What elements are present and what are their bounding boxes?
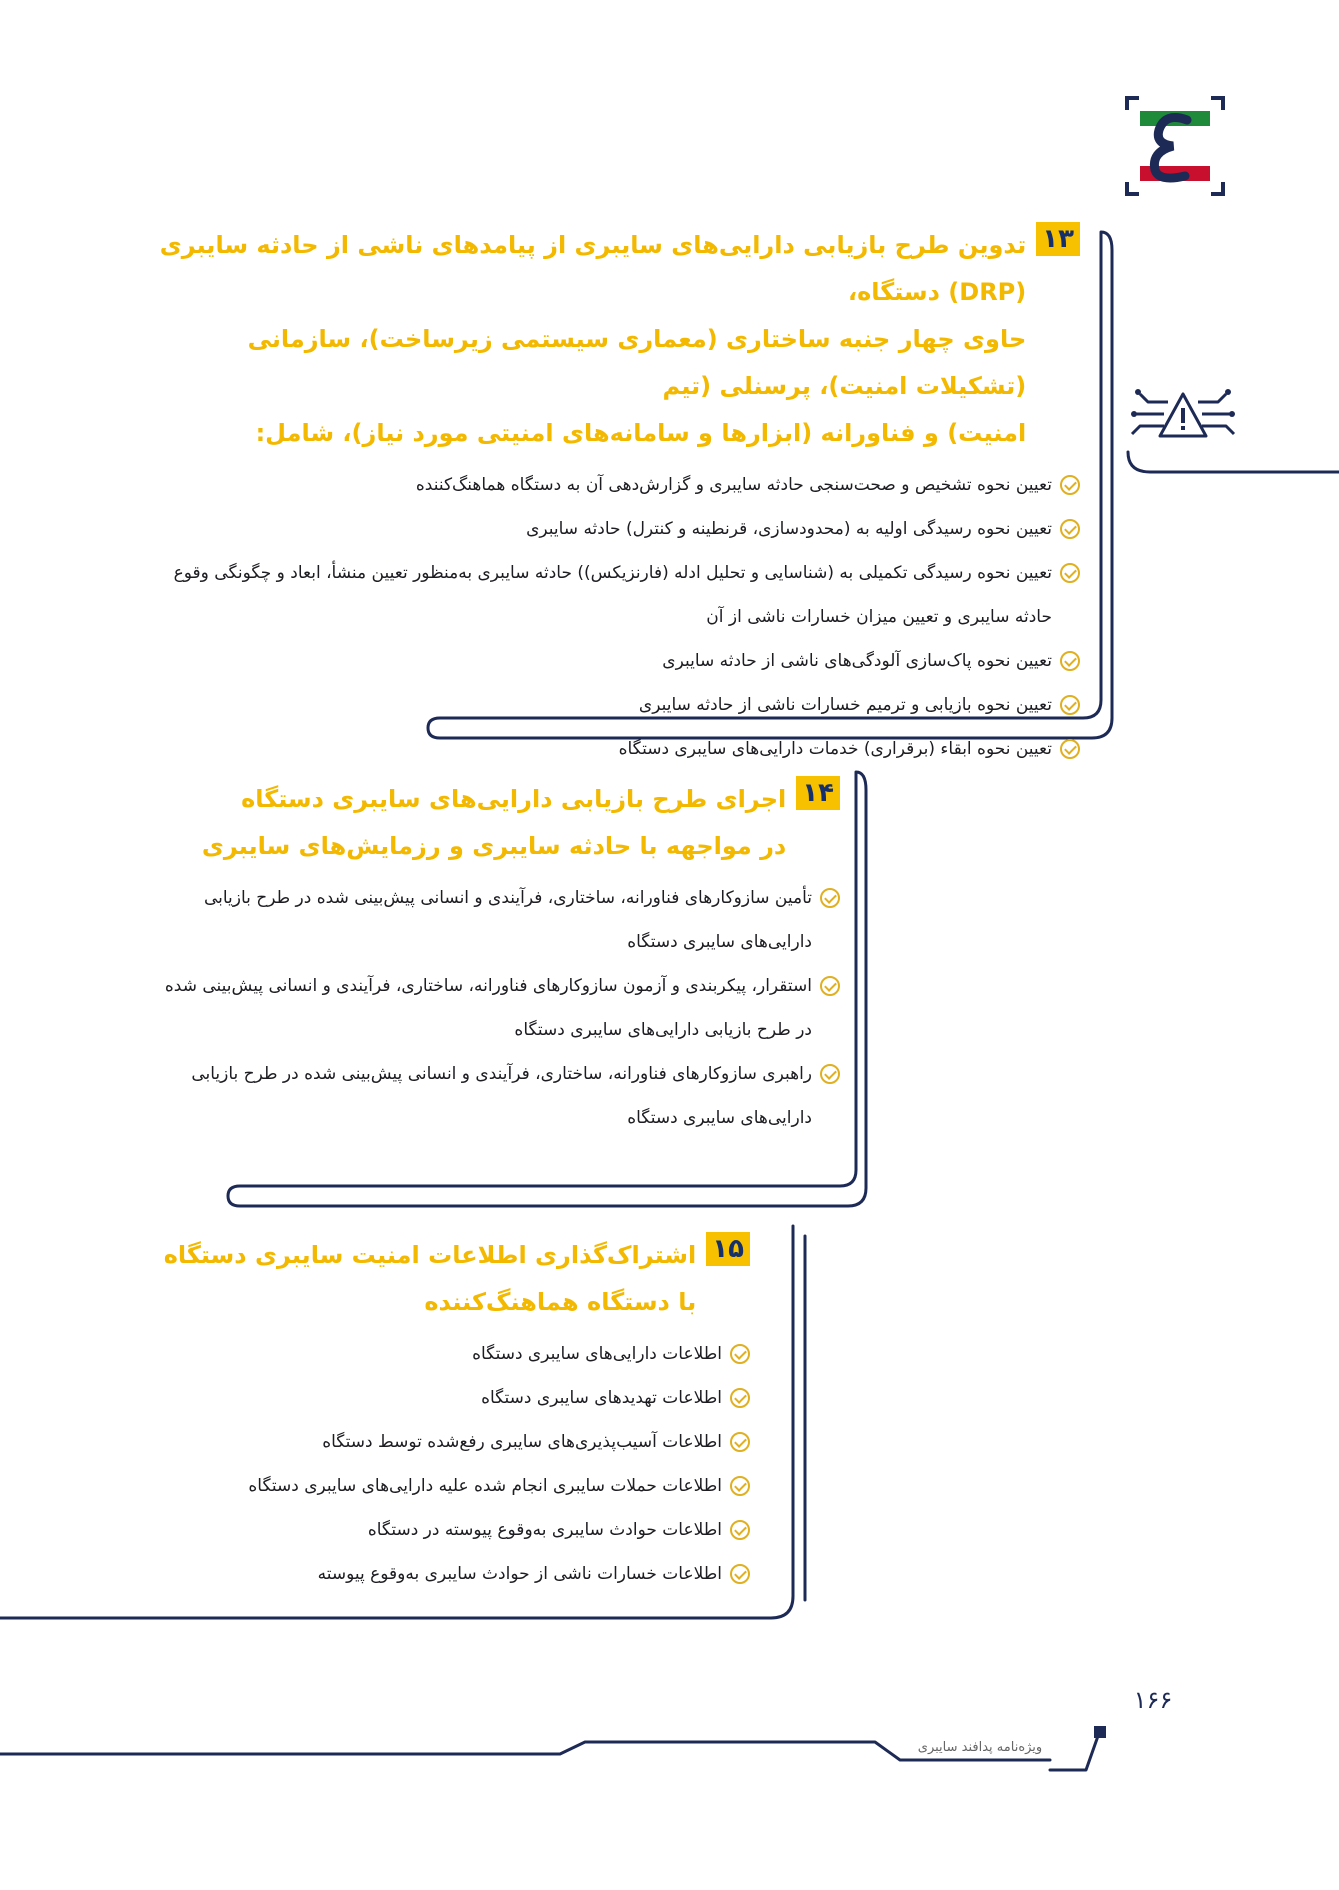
list-item (150, 964, 840, 1052)
list-item-text: اطلاعات حملات سایبری انجام شده علیه دارایی‌های سایبری دستگاه (248, 1476, 722, 1496)
list-item (150, 876, 840, 964)
list-item (150, 1332, 750, 1376)
section-15 (150, 1232, 750, 1596)
check-circle-icon (730, 1564, 750, 1584)
list-item-text: اطلاعات دارایی‌های سایبری دستگاه (472, 1344, 722, 1364)
section-14 (150, 776, 840, 1140)
section-13 (150, 222, 1080, 771)
list-item (150, 1052, 840, 1140)
section-title-line: در مواجهه با حادثه سایبری و رزمایش‌های سایبری (201, 832, 787, 860)
section-title (202, 776, 786, 870)
list-item-text: تأمین سازوکارهای فناورانه، ساختاری، فرآیندی و انسانی پیش‌بینی شده در طرح بازیابی دارایی‌های سایبری دستگاه (203, 888, 812, 952)
section-title-line: تدوین طرح بازیابی دارایی‌های سایبری از پیامدهای ناشی از حادثه سایبری (DRP) دستگاه، (159, 231, 1027, 306)
list-item (150, 727, 1080, 771)
list-item (150, 507, 1080, 551)
page-number: ۱۶۶ (1133, 1686, 1173, 1714)
list-item-text: تعیین نحوه تشخیص و صحت‌سنجی حادثه سایبری و گزارش‌دهی آن به دستگاه هماهنگ‌کننده (415, 475, 1052, 495)
list-item-text: اطلاعات تهدیدهای سایبری دستگاه (481, 1388, 722, 1408)
check-circle-icon (1060, 519, 1080, 539)
footer-text: ویژه‌نامه پدافند سایبری (917, 1740, 1043, 1755)
check-circle-icon (730, 1520, 750, 1540)
section-title-line: اجرای طرح بازیابی دارایی‌های سایبری دستگاه (241, 785, 787, 813)
section-title (150, 222, 1026, 457)
section-number: ۱۳ (1036, 222, 1080, 256)
list-item (150, 1552, 750, 1596)
list-item-text: اطلاعات آسیب‌پذیری‌های سایبری رفع‌شده توسط دستگاه (322, 1432, 722, 1452)
section-title-line: حاوی چهار جنبه ساختاری (معماری سیستمی زیرساخت)، سازمانی (تشکیلات امنیت)، پرسنلی (تیم (247, 325, 1027, 400)
list-item-text: اطلاعات حوادث سایبری به‌وقوع پیوسته در دستگاه (367, 1520, 722, 1540)
list-item (150, 1464, 750, 1508)
check-circle-icon (730, 1344, 750, 1364)
section-number: ۱۵ (706, 1232, 750, 1266)
check-circle-icon (730, 1476, 750, 1496)
list-item-text: راهبری سازوکارهای فناورانه، ساختاری، فرآیندی و انسانی پیش‌بینی شده در طرح بازیابی دارایی‌های سایبری دستگاه (191, 1064, 812, 1128)
section-13-heading (150, 222, 1080, 457)
list-item-text: استقرار، پیکربندی و آزمون سازوکارهای فناورانه، ساختاری، فرآیندی و انسانی پیش‌بینی شده در طرح بازیابی دارایی‌های سایبری دستگاه (164, 976, 812, 1040)
check-circle-icon (820, 976, 840, 996)
list-item-text: تعیین نحوه رسیدگی تکمیلی به (شناسایی و تحلیل ادله (فارنزیکس)) حادثه سایبری به‌منظور تعیین منشأ، ابعاد و چگونگی وقوع حادثه سایبری و تعیین میزان خسارات ناشی از آن (173, 563, 1052, 627)
section-title-line: امنیت) و فناورانه (ابزارها و سامانه‌های امنیتی مورد نیاز)، شامل: (255, 419, 1027, 447)
check-circle-icon (820, 1064, 840, 1084)
check-circle-icon (1060, 651, 1080, 671)
list-item (150, 551, 1080, 639)
circuit-warning-icon (1128, 380, 1238, 450)
list-item-text: تعیین نحوه بازیابی و ترمیم خسارات ناشی از حادثه سایبری (638, 695, 1052, 715)
section-number: ۱۴ (796, 776, 840, 810)
check-circle-icon (730, 1388, 750, 1408)
check-circle-icon (1060, 739, 1080, 759)
section-14-list (150, 876, 840, 1140)
list-item-text: تعیین نحوه ابقاء (برقراری) خدمات دارایی‌های سایبری دستگاه (618, 739, 1052, 759)
check-circle-icon (1060, 695, 1080, 715)
section-13-list (150, 463, 1080, 771)
check-circle-icon (820, 888, 840, 908)
list-item (150, 1508, 750, 1552)
list-item (150, 639, 1080, 683)
list-item (150, 1420, 750, 1464)
list-item (150, 463, 1080, 507)
list-item-text: اطلاعات خسارات ناشی از حوادث سایبری به‌وقوع پیوسته (317, 1564, 722, 1584)
section-15-heading (150, 1232, 750, 1326)
list-item-text: تعیین نحوه رسیدگی اولیه به (محدودسازی، قرنطینه و کنترل) حادثه سایبری (526, 519, 1052, 539)
check-circle-icon (1060, 563, 1080, 583)
list-item (150, 1376, 750, 1420)
section-15-list (150, 1332, 750, 1596)
section-14-heading (150, 776, 840, 870)
check-circle-icon (730, 1432, 750, 1452)
list-item-text: تعیین نحوه پاک‌سازی آلودگی‌های ناشی از حادثه سایبری (662, 651, 1052, 671)
check-circle-icon (1060, 475, 1080, 495)
list-item (150, 683, 1080, 727)
section-title-line: اشتراک‌گذاری اطلاعات امنیت سایبری دستگاه (163, 1241, 697, 1269)
letter-ain-logo (1125, 96, 1225, 196)
section-title-line: با دستگاه هماهنگ‌کننده (424, 1288, 697, 1316)
section-title (164, 1232, 697, 1326)
